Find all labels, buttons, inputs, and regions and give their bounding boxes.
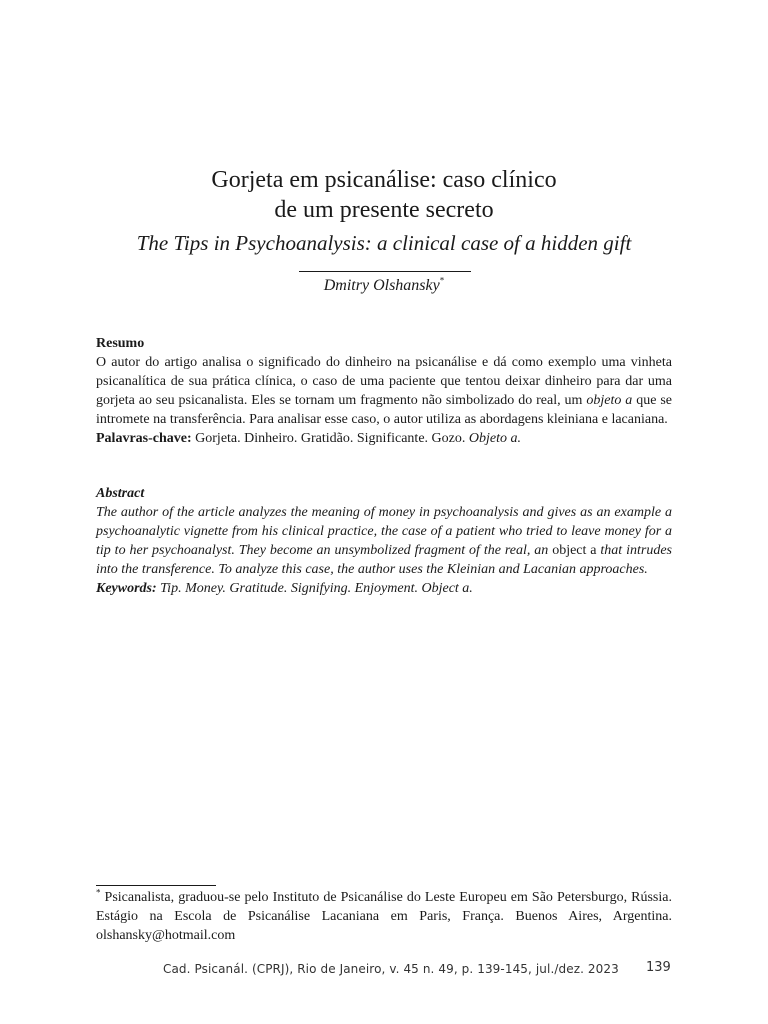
title-divider-rule — [299, 271, 471, 272]
abstract-text-part-1: The author of the article analyzes the meaning of money in psychoanalysis and gives as an example a psychoanalytic vignette from his clinical practice, the case of a patient who tried to leave money for a tip to her psychoanalyst. They become an unsymbolized fragment of the real, an — [96, 505, 672, 558]
abstract-paragraph — [96, 503, 672, 579]
resumo-keywords-text: Gorjeta. Dinheiro. Gratidão. Significante. Gozo. — [191, 431, 469, 446]
resumo-text-part-1: O autor do artigo analisa o significado do dinheiro na psicanálise e dá como exemplo uma vinheta psicanalítica de sua prática clínica, o caso de uma paciente que tentou deixar dinheiro para dar uma gorjeta ao seu psicanalista. Eles se tornam um fragmento não simbolizado do real, um — [96, 355, 672, 408]
article-title-line-1: Gorjeta em psicanálise: caso clínico — [211, 167, 557, 193]
article-subtitle-english: The Tips in Psychoanalysis: a clinical case of a hidden gift — [136, 231, 632, 255]
abstract-keywords-label: Keywords: — [96, 581, 157, 596]
author-footnote — [96, 888, 672, 945]
resumo-keywords-emphasis: Objeto a. — [468, 431, 521, 446]
abstract-heading: Abstract — [96, 486, 145, 501]
resumo-text-part-2: que se intromete na transferência. Para analisar esse caso, o autor utiliza as abordagens kleiniana e lacaniana. — [96, 393, 672, 427]
resumo-keywords-label: Palavras-chave: — [96, 431, 192, 446]
resumo-text-emphasis: objeto a — [586, 393, 633, 408]
footnote-mark: * — [96, 887, 101, 898]
resumo-keywords — [96, 429, 672, 448]
footnote-divider-rule — [96, 885, 216, 886]
abstract-text-part-2: that intrudes into the transference. To analyze this case, the author uses the Kleinian and Lacanian approaches. — [96, 543, 672, 577]
author-name: Dmitry Olshansky — [323, 277, 440, 294]
article-title-line-2: de um presente secreto — [274, 197, 494, 223]
resumo-section — [96, 334, 672, 448]
page-number: 139 — [646, 960, 671, 975]
abstract-text-upright: object a — [552, 543, 597, 558]
abstract-section — [96, 484, 672, 598]
abstract-keywords-text: Tip. Money. Gratitude. Signifying. Enjoyment. Object a. — [156, 581, 473, 596]
author-footnote-mark: * — [439, 275, 445, 286]
author-byline — [0, 274, 768, 298]
journal-citation-footer: Cad. Psicanál. (CPRJ), Rio de Janeiro, v. 45 n. 49, p. 139-145, jul./dez. 2023 — [163, 962, 619, 976]
footnote-text: Psicanalista, graduou-se pelo Instituto de Psicanálise do Leste Europeu em São Petersburgo, Rússia. Estágio na Escola de Psicanálise Lacaniana em Paris, França. Buenos Aires, Argentina. olshansky@hotmail.com — [96, 890, 672, 943]
resumo-paragraph — [96, 353, 672, 429]
resumo-heading: Resumo — [96, 336, 145, 351]
abstract-keywords — [96, 579, 672, 598]
